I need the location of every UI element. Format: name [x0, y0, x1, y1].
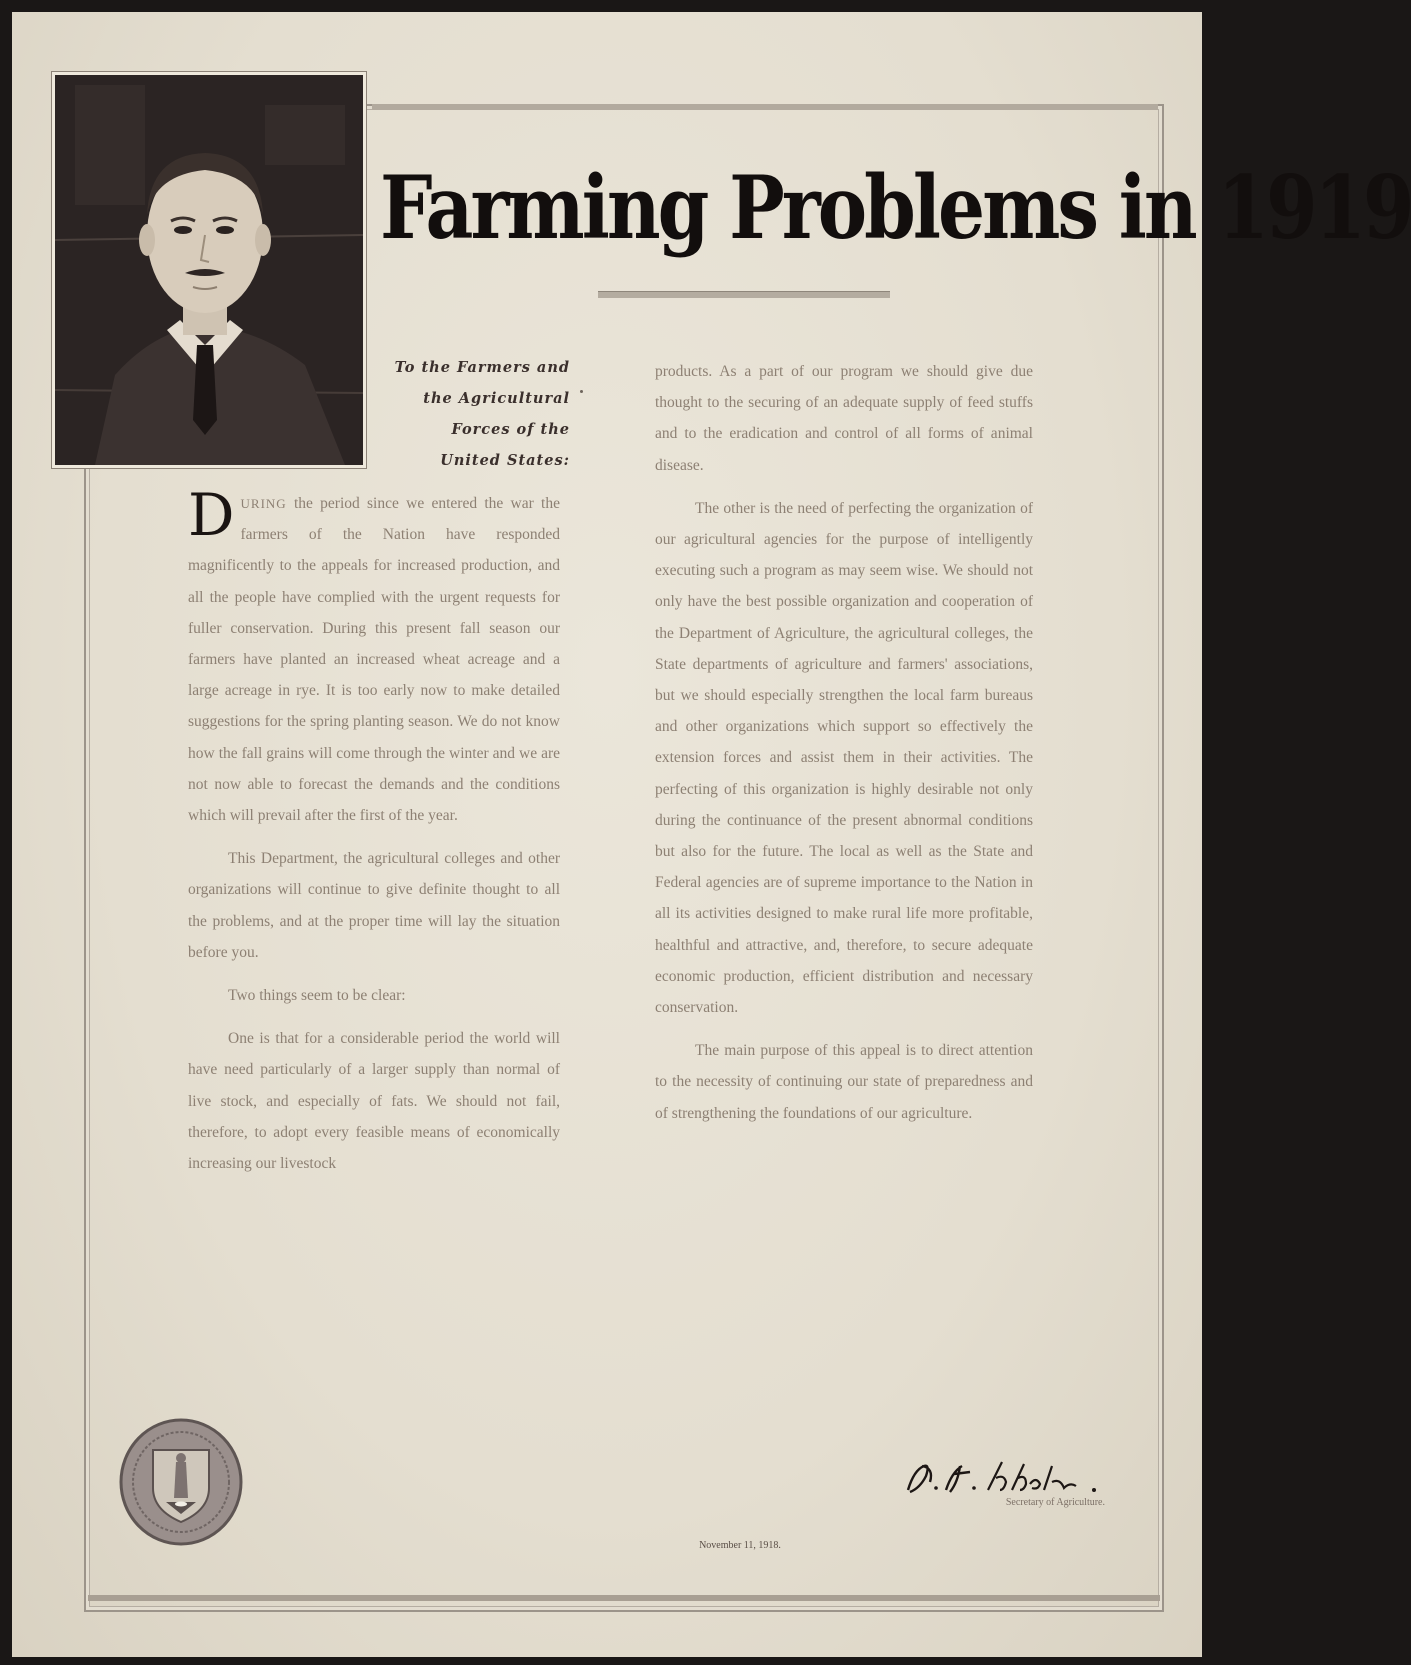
title-divider: [598, 291, 890, 298]
body-paragraph: This Department, the agricultural colleges and other organizations will continue to give definite thought to all the problems, and at the proper time will lay the situation before you.: [188, 850, 560, 961]
signature: [900, 1452, 1110, 1502]
signature-title: Secretary of Agriculture.: [1005, 1497, 1105, 1508]
right-column: [655, 356, 1033, 1141]
seal-icon: [118, 1418, 244, 1546]
frame-bottom-rule: [88, 1595, 1160, 1601]
body-paragraph: The other is the need of perfecting the organization of our agricultural agencies for the purpose of intelligently executing such a program as may seem wise. We should not only have the best possible organization and cooperation of the Department of Agriculture, the agricultural colleges, the State departments of agriculture and farmers' associations, but we should especially strengthen the local farm bureaus and other organizations which support so effectively the extension forces and assist them in their activities. The perfecting of this organization is highly desirable not only during the continuance of the present abnormal conditions but also for the future. The local as well as the State and Federal agencies are of supreme importance to the Nation in all its activities designed to make rural life more profitable, healthful and attractive, and, therefore, to secure adequate economic production, efficient distribution and necessary conservation.: [655, 499, 1033, 1017]
handwritten-signature: [900, 1452, 1110, 1502]
print-speck: [580, 390, 583, 393]
salutation-line: Forces of the: [451, 421, 570, 438]
salutation: [380, 352, 570, 476]
body-paragraph: The main purpose of this appeal is to direct attention to the necessity of continuing our state of preparedness and of strengthening the foundations of our agriculture.: [655, 1042, 1033, 1122]
drop-cap: D: [188, 481, 235, 549]
salutation-line: United States:: [440, 452, 570, 469]
body-paragraph: Two things seem to be clear:: [228, 987, 406, 1005]
portrait-illustration: [55, 75, 363, 465]
salutation-line: the Agricultural: [423, 390, 570, 407]
body-paragraph: [188, 481, 560, 831]
body-paragraph: products. As a part of our program we should give due thought to the securing of an adequate supply of feed stuffs and to the eradication and control of all forms of animal disease.: [655, 363, 1033, 474]
salutation-line: To the Farmers and: [394, 359, 570, 376]
department-seal: [118, 1418, 244, 1546]
body-paragraph: One is that for a considerable period the world will have need particularly of a larger supply than normal of live stock, and especially of fats. We should not fail, therefore, to adopt every feasible means of economically increasing our livestock: [188, 1030, 560, 1173]
left-column: [188, 481, 560, 1191]
portrait-photo: [52, 72, 366, 468]
document-date: November 11, 1918.: [699, 1540, 781, 1551]
frame-top-rule: [372, 104, 1158, 110]
drop-cap-continuation: URING: [240, 496, 287, 511]
paragraph-text: the period since we entered the war the farmers of the Nation have responded magnificently to the appeals for increased production, and all the people have complied with the urgent requests for fuller conservation. During this present fall season our farmers have planted an increased wheat acreage and a large acreage in rye. It is too early now to make detailed suggestions for the spring planting season. We do not know how the fall grains will come through the winter and we are not now able to forecast the demands and the conditions which will prevail after the first of the year.: [188, 495, 560, 825]
poster-title: Farming Problems in 1919: [380, 158, 1411, 260]
